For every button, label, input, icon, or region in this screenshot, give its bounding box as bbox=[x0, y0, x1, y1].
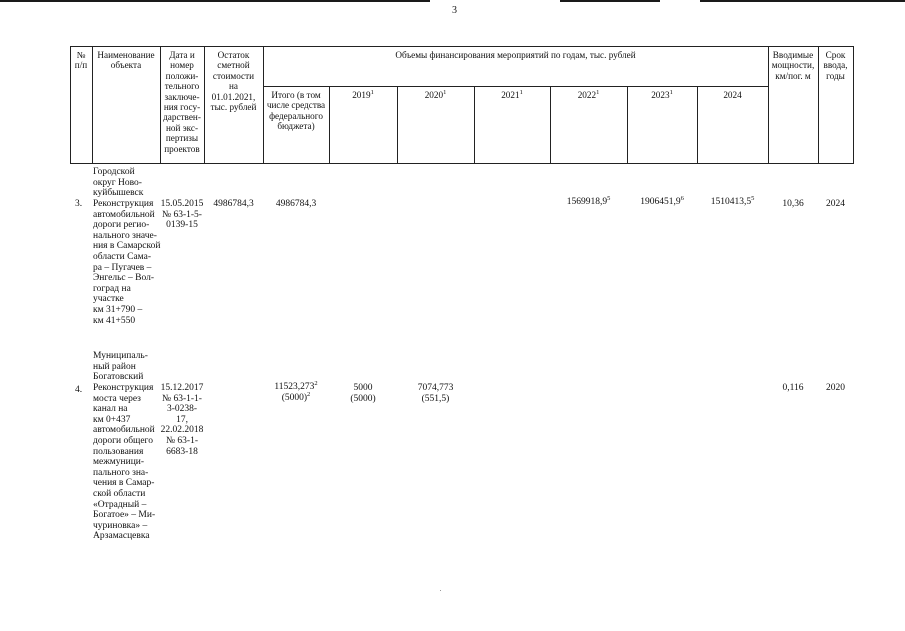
expertise-date: 15.12.2017 № 63-1-1- 3-0238- 17, 22.02.2018 № 63-1- 6683-18 bbox=[160, 383, 204, 457]
top-rule bbox=[0, 0, 430, 2]
value-2020: 7074,773 (551,5) bbox=[417, 383, 454, 404]
expertise-date: 15.05.2015 № 63-1-5- 0139-15 bbox=[160, 199, 204, 231]
scan-speck bbox=[440, 590, 441, 591]
header-year-2024: 2024 bbox=[723, 90, 742, 100]
object-name: Реконструкция моста через канал на км 0+437 автомобильной дороги общего пользования межмуници- пального зна- чения в Самар- ской области «Отрадный – Богатое» – Ми- чуриновка» – Арзамасцевка bbox=[93, 383, 156, 542]
total-value: 4986784,3 bbox=[275, 199, 317, 209]
header-year-2023: 2023$^1$ bbox=[651, 89, 673, 100]
value-2023: 1906451,9$^6$ bbox=[640, 195, 684, 207]
term-value: 2020 bbox=[826, 383, 845, 393]
value-2019: 5000 (5000) bbox=[350, 383, 376, 404]
top-rule bbox=[700, 0, 905, 2]
header-year-2019: 2019$^1$ bbox=[352, 89, 374, 100]
header-year-2021: 2021$^1$ bbox=[501, 89, 523, 100]
header-total: Итого (в том числе средства федерального бюджета) bbox=[266, 90, 326, 132]
row-group-label: Муниципаль- ный район Богатовский bbox=[93, 351, 148, 383]
header-term: Срок ввода, годы bbox=[823, 50, 848, 81]
value-2024: 1510413,5$^5$ bbox=[710, 195, 755, 207]
row-group-label: Городской округ Ново- куйбышевск bbox=[93, 167, 144, 199]
top-rule bbox=[560, 0, 660, 2]
header-date: Дата и номер положи- тельного заключе- ния госу- дарствен- ной экс- пертизы проектов bbox=[163, 50, 201, 154]
object-name: Реконструкция автомобильной дороги регио- нального значе- ния в Самарской области Сама- ра – Пугачев – Энгельс – Вол- гоград на участке км 31+790 – км 41+550 bbox=[93, 199, 161, 326]
remainder-value: 4986784,3 bbox=[213, 199, 254, 209]
total-value: 11523,273$^2$ $(5000)^2$ bbox=[274, 380, 318, 403]
row-number: 4. bbox=[75, 385, 83, 395]
header-name: Наименование объекта bbox=[97, 50, 155, 71]
header-remainder: Остаток сметной стоимости на 01.01.2021, тыс. рублей bbox=[210, 50, 257, 113]
capacity-value: 0,116 bbox=[782, 383, 804, 393]
page-number: 3 bbox=[452, 5, 457, 16]
value-2022: 1569918,9$^5$ bbox=[566, 195, 611, 207]
header-year-2022: 2022$^1$ bbox=[577, 89, 600, 100]
header-year-2020: 2020$^1$ bbox=[424, 89, 447, 100]
row-number: 3. bbox=[75, 199, 83, 209]
header-capacity: Вводимые мощности, км/пог. м bbox=[771, 50, 815, 81]
header-num: № п/п bbox=[74, 50, 88, 71]
capacity-value: 10,36 bbox=[782, 199, 804, 209]
term-value: 2024 bbox=[826, 199, 845, 209]
header-financing: Объемы финансирования мероприятий по годам, тыс. рублей bbox=[395, 50, 636, 60]
